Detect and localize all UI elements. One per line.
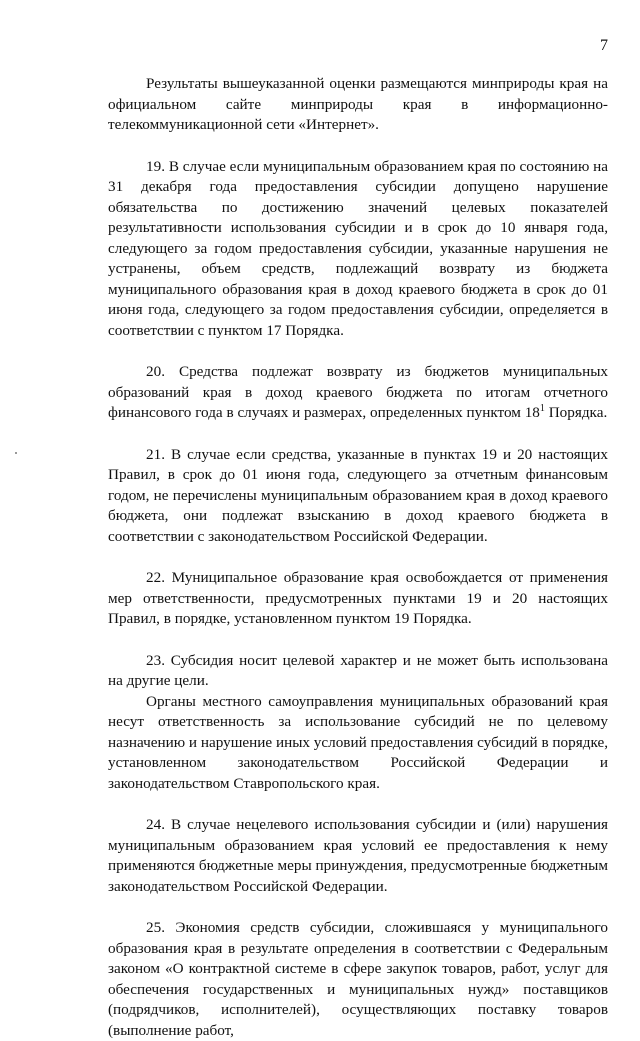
paragraph-22: 22. Муниципальное образование края освобождается от применения мер ответственности, предусмотренных пунктами 19 и 20 настоящих Правил, в порядке, установленном пунктом 19 Порядка. xyxy=(108,569,608,627)
paragraph-24: 24. В случае нецелевого использования субсидии и (или) нарушения муниципальным образованием края условий ее предоставления к нему применяются бюджетные меры принуждения, предусмотренные бюджетным законодательством Российской Федерации. xyxy=(108,816,608,895)
paragraph-23: 23. Субсидия носит целевой характер и не может быть использована на другие цели. xyxy=(108,651,608,689)
paragraph-20-superscript: 1 xyxy=(539,403,545,414)
paragraph-20-text: 20. Средства подлежат возврату из бюджетов муниципальных образований края в доход краевого бюджета по итогам отчетного финансового года в случаях и размерах, определенных пунктом 18 xyxy=(108,363,608,421)
document-body xyxy=(108,74,608,1041)
paragraph-25: 25. Экономия средств субсидии, сложившаяся у муниципального образования края в результате определения в соответствии с Федеральным законом «О контрактной системе в сфере закупок товаров, работ, услуг для обеспечения государственных и муниципальных нужд» поставщиков (подрядчиков, исполнителей), осуществляющих поставку товаров (выполнение работ, xyxy=(108,919,608,1039)
paragraph-20-ending: Порядка. xyxy=(544,404,608,421)
paragraph-19: 19. В случае если муниципальным образованием края по состоянию на 31 декабря года предоставления субсидии допущено нарушение обязательства по достижению значений целевых показателей результативности использования субсидии и в срок до 10 января года, следующего за годом предоставления субсидии, указанные нарушения не устранены, объем средств, подлежащий возврату из бюджета муниципального образования края в доход краевого бюджета в срок до 01 июня года, следующего за годом предоставления субсидии, определяется в соответствии с пунктом 17 Порядка. xyxy=(108,157,608,339)
page-number: 7 xyxy=(600,37,608,54)
paragraph-20 xyxy=(108,362,608,424)
scan-margin-mark xyxy=(15,452,17,454)
paragraph-21: 21. В случае если средства, указанные в пунктах 19 и 20 настоящих Правил, в срок до 01 июня года, следующего за отчетным финансовым годом, не перечислены муниципальным образованием края в доход краевого бюджета, они подлежат взысканию в доход краевого бюджета в соответствии с законодательством Российской Федерации. xyxy=(108,445,608,545)
paragraph-results-placement: Результаты вышеуказанной оценки размещаются минприроды края на официальном сайте минприроды края в информационно-телекоммуникационной сети «Интернет». xyxy=(108,75,608,133)
paragraph-23-responsibility: Органы местного самоуправления муниципальных образований края несут ответственность за использование субсидий не по целевому назначению и нарушение иных условий предоставления субсидий в порядке, установленном законодательством Российской Федерации и законодательством Ставропольского края. xyxy=(108,692,608,792)
